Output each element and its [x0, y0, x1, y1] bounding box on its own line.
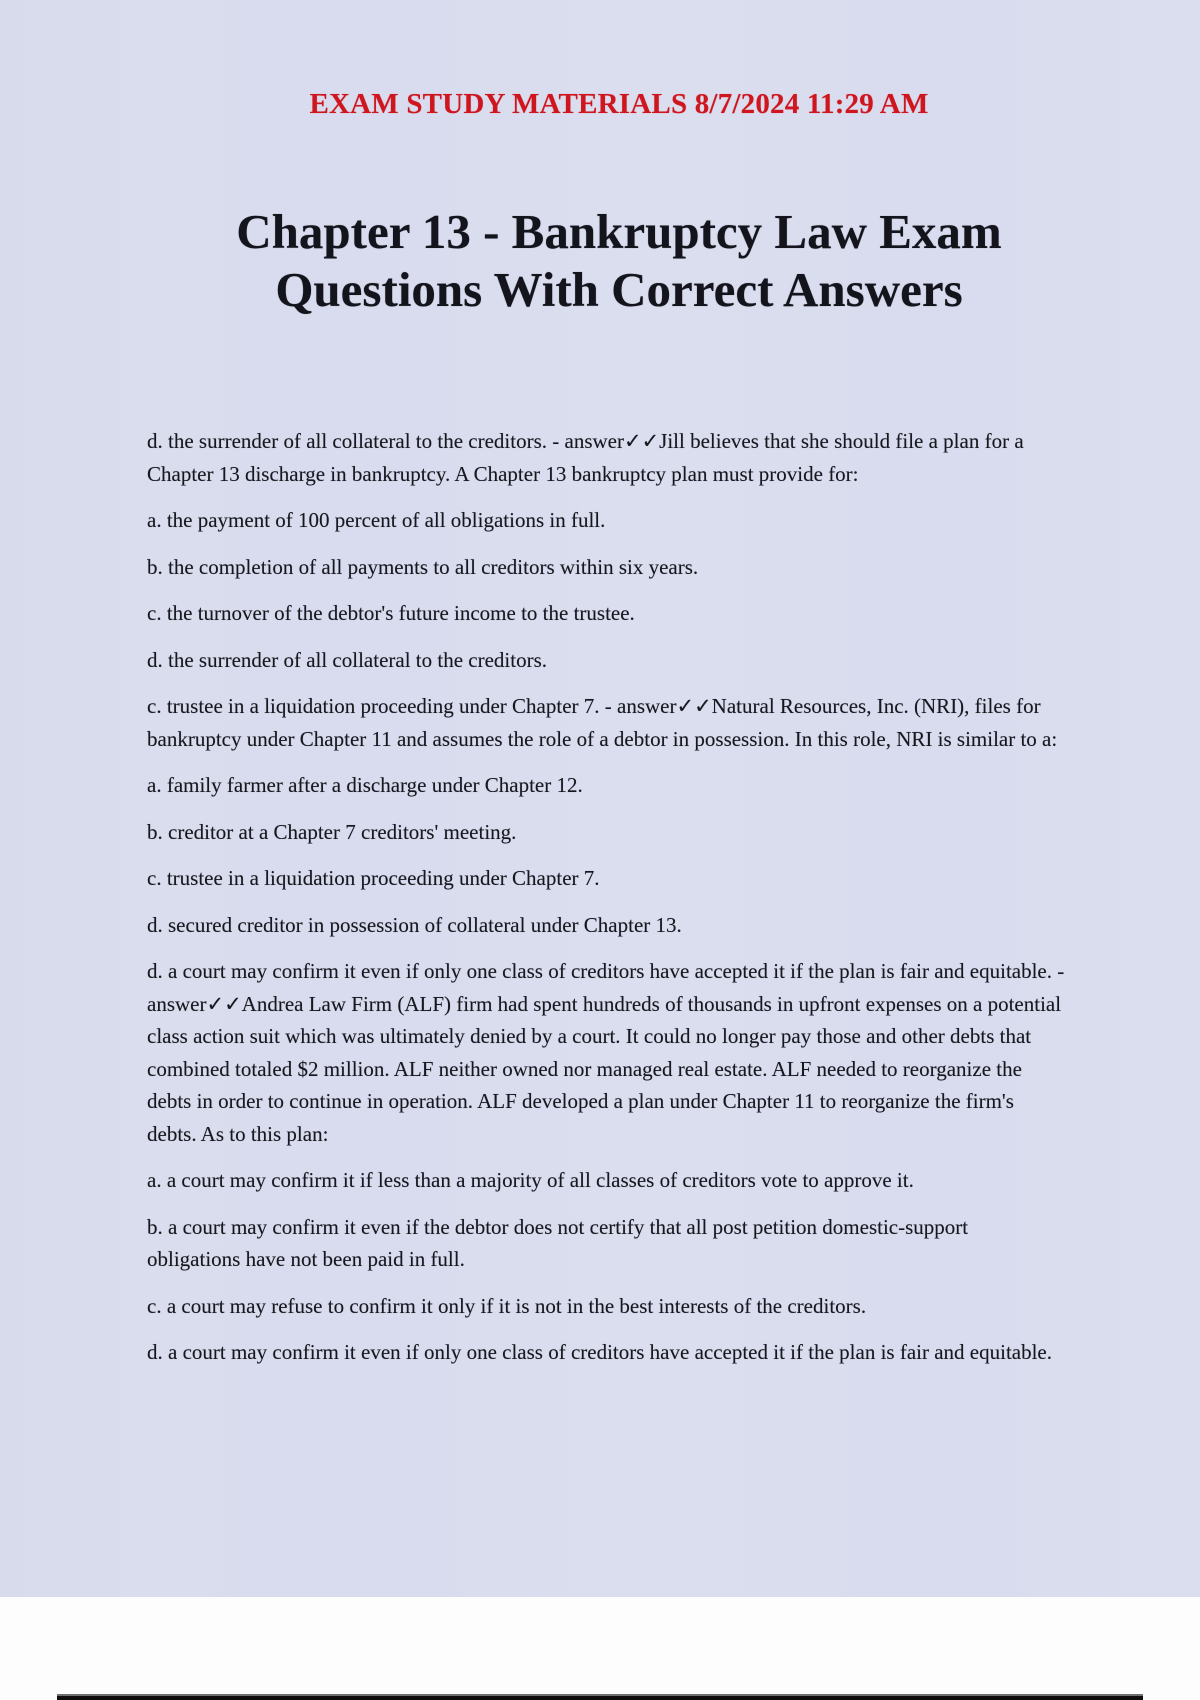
- paragraph: a. family farmer after a discharge under Chapter 12.: [147, 773, 583, 797]
- document-body: [147, 425, 1065, 1369]
- paragraph: a. a court may confirm it if less than a majority of all classes of creditors vote to approve it.: [147, 1168, 914, 1192]
- paragraph: d. the surrender of all collateral to the creditors.: [147, 647, 548, 672]
- document-header: EXAM STUDY MATERIALS 8/7/2024 11:29 AM: [309, 88, 929, 120]
- paragraph: b. the completion of all payments to all creditors within six years.: [147, 554, 699, 579]
- next-page-edge: [57, 1694, 1143, 1700]
- page-title: [0, 203, 1200, 319]
- paragraph: d. secured creditor in possession of collateral under Chapter 13.: [147, 912, 682, 937]
- paragraph: d. a court may confirm it even if only one class of creditors have accepted it if the plan is fair and equitable. - answer✓✓Andrea Law Firm (ALF) firm had spent hundreds of thousands in upfront expenses on a potential class action suit which was ultimately denied by a court. It could no longer pay those and other debts that combined totaled $2 million. ALF neither owned nor managed real estate. ALF needed to reorganize the debts in order to continue in operation. ALF developed a plan under Chapter 11 to reorganize the firm's debts. As to this plan:: [147, 959, 1065, 1146]
- page-title-line-1: Chapter 13 - Bankruptcy Law Exam: [236, 204, 1002, 259]
- paragraph: c. a court may refuse to confirm it only if it is not in the best interests of the creditors.: [147, 1293, 867, 1318]
- paragraph: b. creditor at a Chapter 7 creditors' meeting.: [147, 819, 517, 844]
- paragraph: b. a court may confirm it even if the debtor does not certify that all post petition domestic-support obligations have not been paid in full.: [147, 1214, 969, 1271]
- paragraph: a. the payment of 100 percent of all obligations in full.: [147, 508, 606, 532]
- page-gap: [0, 1597, 1200, 1700]
- paragraph: c. trustee in a liquidation proceeding under Chapter 7. - answer✓✓Natural Resources, Inc. (NRI), files for bankruptcy under Chapter 11 and assumes the role of a debtor in possession. In this role, NRI is similar to a:: [147, 694, 1058, 751]
- paragraph: c. trustee in a liquidation proceeding under Chapter 7.: [147, 866, 600, 890]
- paragraph: d. a court may confirm it even if only one class of creditors have accepted it if the plan is fair and equitable.: [147, 1340, 1052, 1364]
- paragraph: d. the surrender of all collateral to the creditors. - answer✓✓Jill believes that she should file a plan for a Chapter 13 discharge in bankruptcy. A Chapter 13 bankruptcy plan must provide for:: [147, 429, 1024, 486]
- page-title-line-2: Questions With Correct Answers: [275, 262, 963, 317]
- paragraph: c. the turnover of the debtor's future income to the trustee.: [147, 601, 635, 625]
